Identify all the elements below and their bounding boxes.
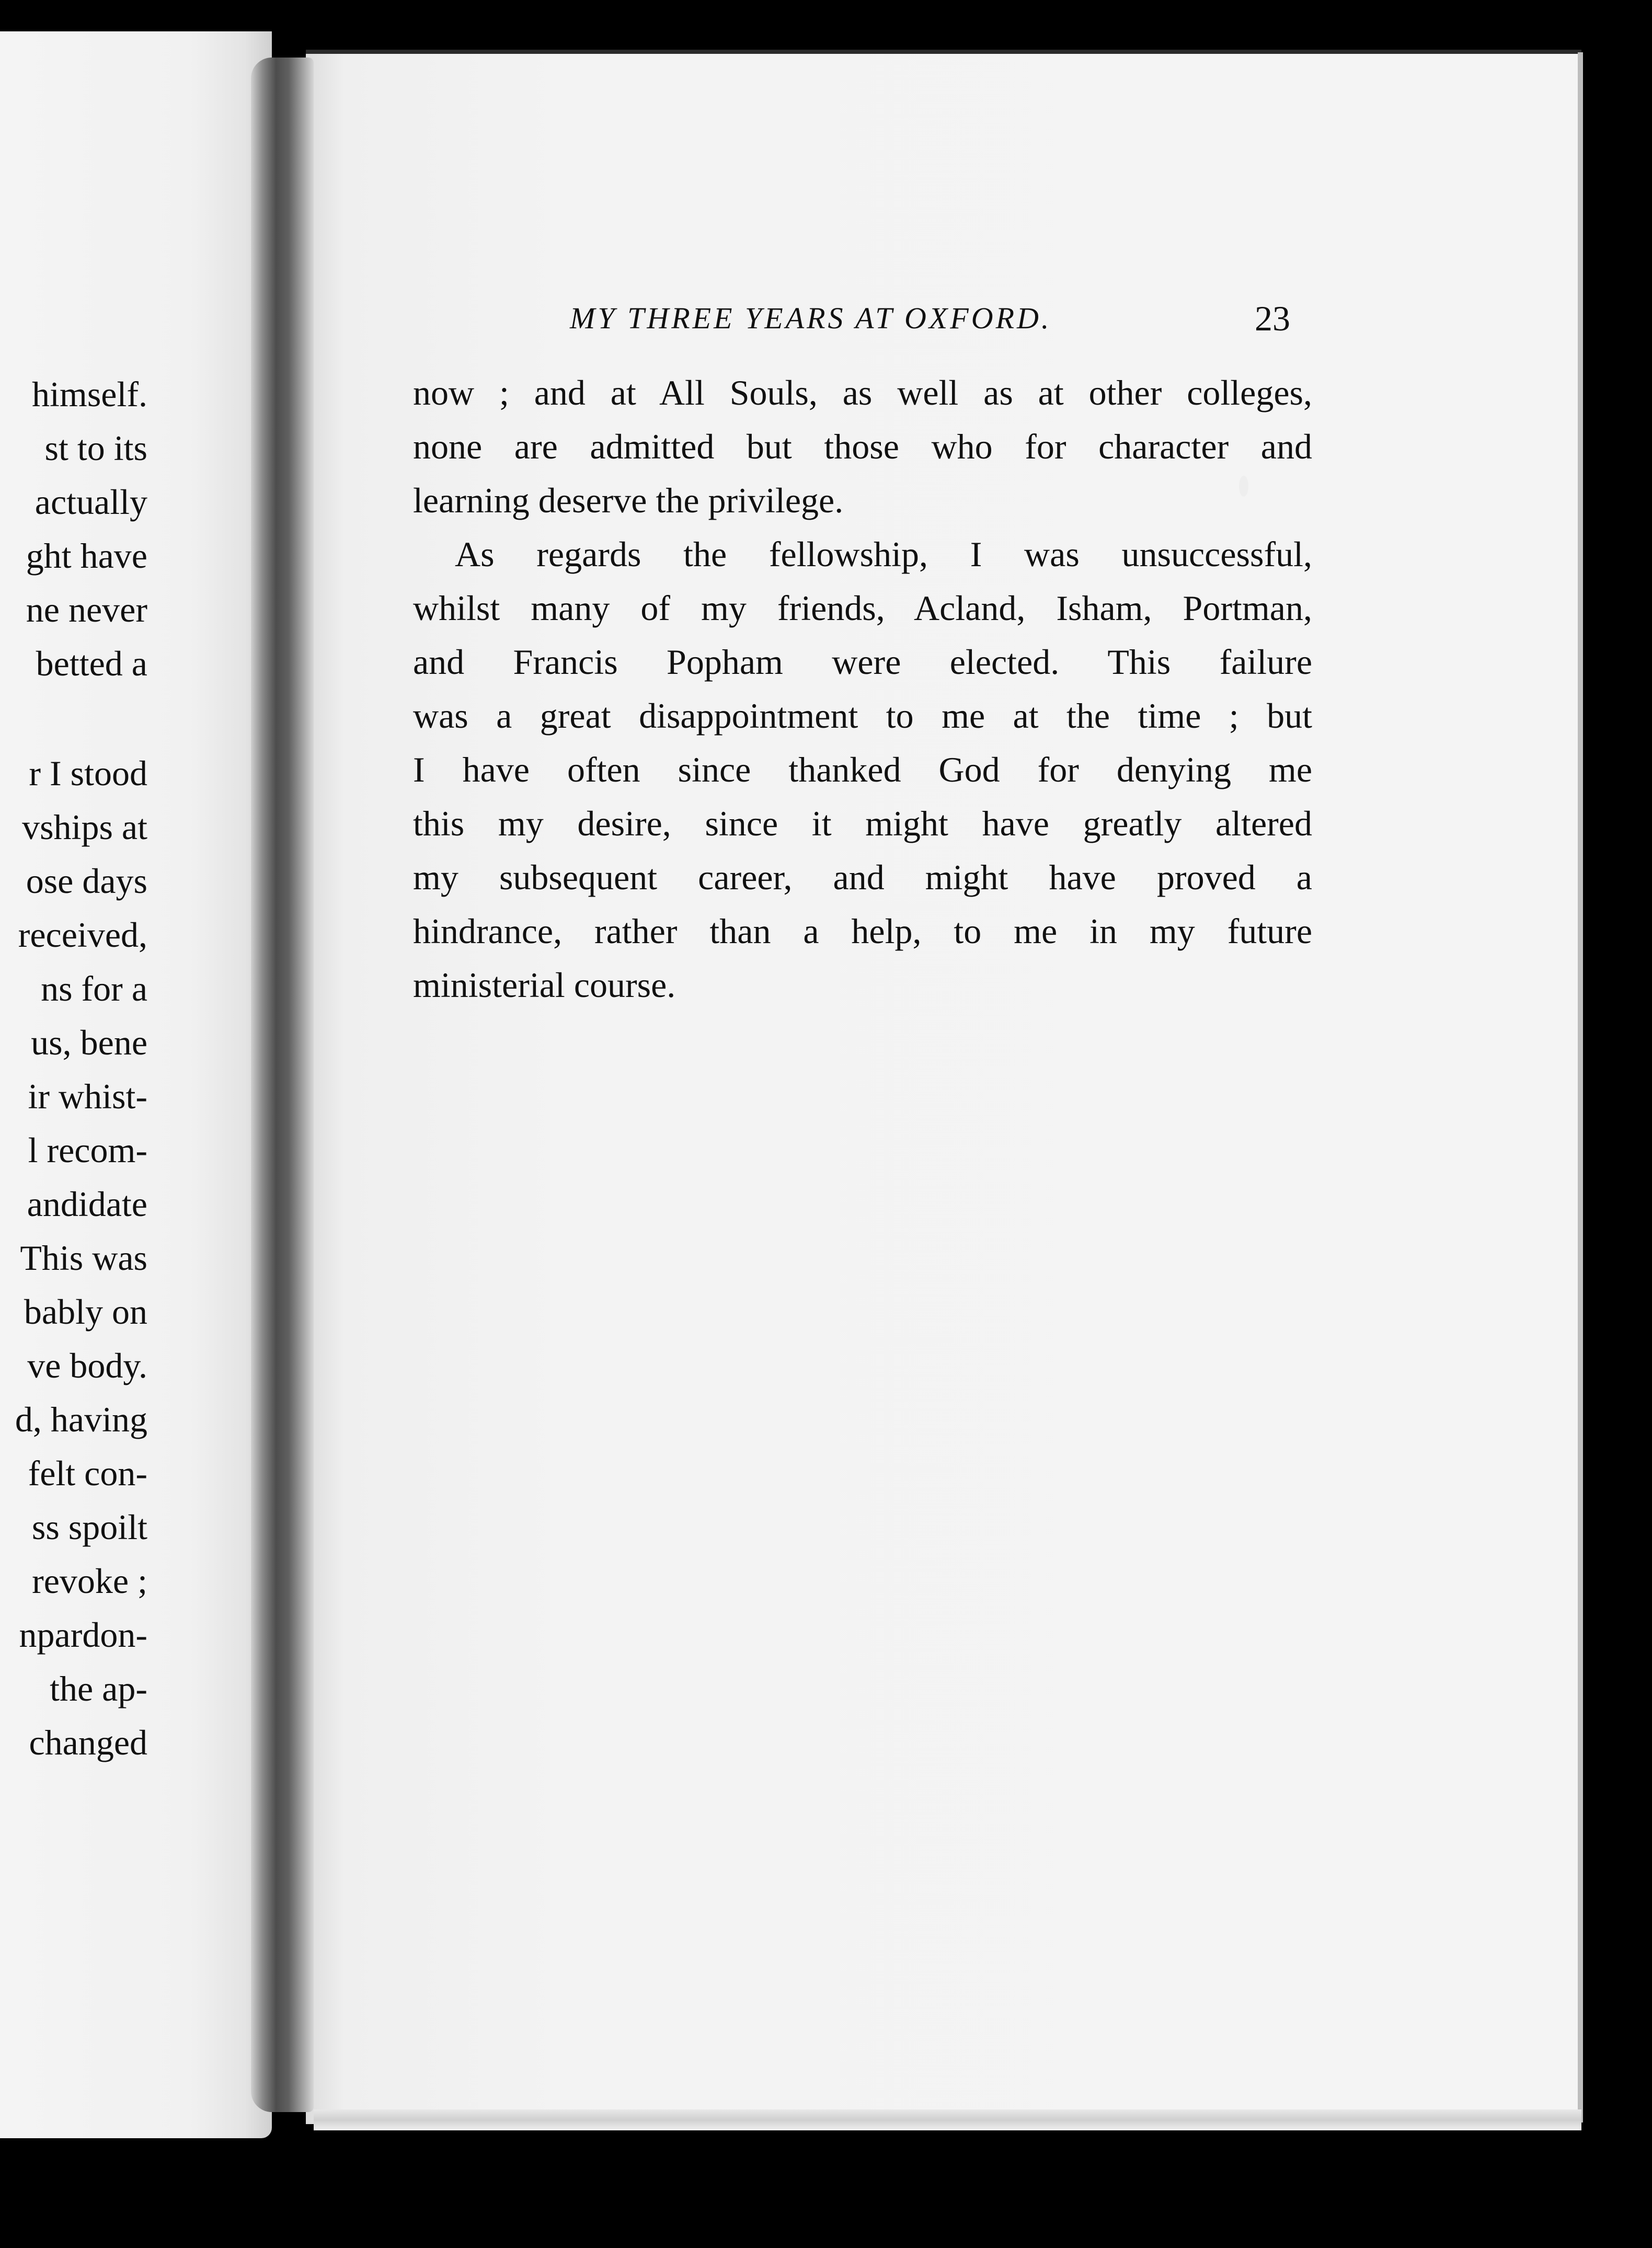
body-line: none are admitted but those who for character and — [413, 427, 1312, 466]
left-page — [0, 31, 272, 2138]
paragraph-first-line: As regards the fellowship, I was unsuccessful, — [455, 534, 1312, 574]
left-line: changed — [29, 1723, 147, 1762]
body-line: this my desire, since it might have greatly altered — [413, 804, 1312, 843]
page-bottom-edge — [314, 2109, 1581, 2130]
body-line: learning deserve the privilege. — [413, 480, 844, 520]
body-line: whilst many of my friends, Acland, Isham, Portman, — [413, 588, 1312, 628]
left-line: bably on — [24, 1292, 147, 1332]
left-line: ns for a — [41, 969, 147, 1008]
body-text — [413, 366, 1312, 1012]
left-line: npardon- — [19, 1615, 147, 1655]
right-page — [306, 50, 1581, 2124]
left-line: ss spoilt — [31, 1507, 147, 1547]
body-line: ministerial course. — [413, 965, 676, 1005]
left-line: actually — [35, 482, 147, 522]
left-line: received, — [18, 915, 147, 955]
left-line: us, bene — [31, 1023, 147, 1062]
scan-speck — [1239, 476, 1248, 497]
left-line: ir whist- — [28, 1076, 147, 1116]
left-line: l recom- — [28, 1130, 147, 1170]
left-line: ne never — [26, 590, 147, 629]
body-line: my subsequent career, and might have proved a — [413, 857, 1312, 897]
book-gutter-shadow — [251, 58, 314, 2112]
left-line: felt con- — [28, 1453, 147, 1493]
left-line: ose days — [26, 861, 147, 901]
left-line: andidate — [27, 1184, 147, 1224]
left-line: d, having — [15, 1400, 147, 1439]
left-line: This was — [20, 1238, 147, 1278]
running-head: MY THREE YEARS AT OXFORD. — [570, 301, 1052, 335]
left-page-text — [0, 31, 272, 2138]
left-line: st to its — [44, 428, 147, 468]
left-line: betted a — [36, 644, 147, 683]
body-line: hindrance, rather than a help, to me in my future — [413, 911, 1312, 951]
left-line: r I stood — [29, 753, 147, 793]
left-line: himself. — [32, 374, 147, 414]
page-number: 23 — [1255, 299, 1290, 338]
left-line: vships at — [22, 807, 147, 847]
left-line: ve body. — [27, 1346, 147, 1385]
page-edge — [1578, 52, 1583, 2123]
body-line: and Francis Popham were elected. This failure — [413, 642, 1312, 682]
left-line: revoke ; — [32, 1561, 147, 1601]
body-line: I have often since thanked God for denying me — [413, 750, 1312, 789]
left-line: the ap- — [50, 1669, 147, 1708]
body-line: was a great disappointment to me at the time ; but — [413, 696, 1312, 736]
body-line: now ; and at All Souls, as well as at other colleges, — [413, 373, 1312, 412]
left-line: ght have — [26, 536, 147, 576]
